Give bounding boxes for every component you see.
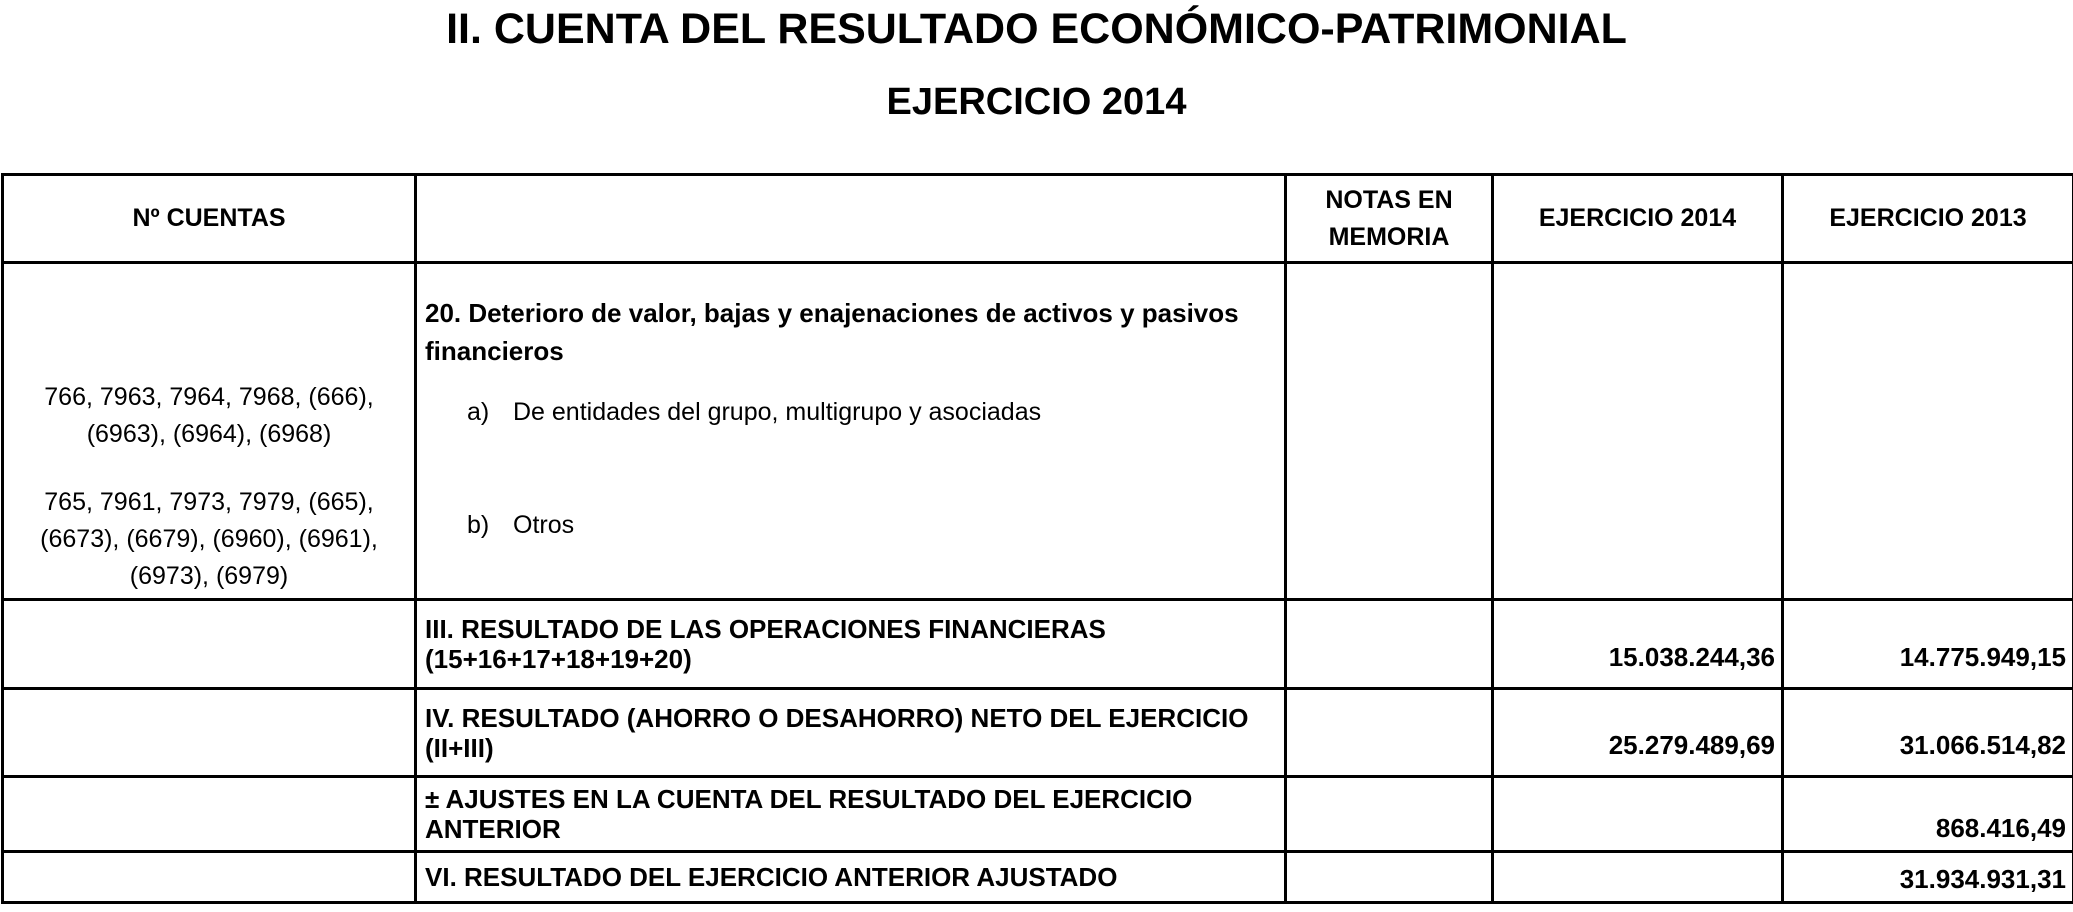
results-table — [1, 173, 2073, 904]
accounts-text: (6963), (6964), (6968) — [86, 420, 332, 448]
table-row — [3, 600, 2073, 689]
column-header-year-2013: EJERCICIO 2013 — [1783, 175, 2073, 263]
notes-cell — [1286, 263, 1493, 600]
amount-2014-cell: 15.038.244,36 — [1493, 600, 1783, 689]
accounts-text: (6673), (6679), (6960), (6961), — [40, 525, 378, 553]
amount-2013-cell: 14.775.949,15 — [1783, 600, 2073, 689]
concept-cell: VI. RESULTADO DEL EJERCICIO ANTERIOR AJUSTADO — [416, 852, 1286, 903]
sub-item-letter: a) — [467, 398, 490, 426]
notes-cell — [1286, 689, 1493, 777]
column-header-concept — [416, 175, 1286, 263]
accounts-cell-section-20 — [3, 263, 416, 600]
column-header-notes-line1: NOTAS EN — [1325, 185, 1453, 214]
accounts-text: (6973), (6979) — [129, 562, 289, 590]
amount-2013-cell — [1783, 263, 2073, 600]
column-header-notes — [1286, 175, 1493, 263]
concept-cell-section-20 — [416, 263, 1286, 600]
amount-2014-cell — [1493, 777, 1783, 852]
accounts-cell — [3, 777, 416, 852]
column-header-accounts: Nº CUENTAS — [3, 175, 416, 263]
notes-cell — [1286, 600, 1493, 689]
amount-2014-cell: 25.279.489,69 — [1493, 689, 1783, 777]
page-subtitle: EJERCICIO 2014 — [886, 81, 1187, 123]
accounts-cell — [3, 600, 416, 689]
concept-cell: ± AJUSTES EN LA CUENTA DEL RESULTADO DEL EJERCICIO ANTERIOR — [416, 777, 1286, 852]
notes-cell — [1286, 777, 1493, 852]
accounts-text: 765, 7961, 7973, 7979, (665), — [44, 488, 374, 516]
sub-item-letter: b) — [467, 511, 490, 539]
table-header-row — [3, 175, 2073, 263]
sub-item-label: Otros — [513, 511, 575, 539]
table-row-section-20 — [3, 263, 2073, 600]
amount-2013-cell: 31.066.514,82 — [1783, 689, 2073, 777]
page-title: II. CUENTA DEL RESULTADO ECONÓMICO-PATRIMONIAL — [446, 5, 1627, 53]
accounts-group-a — [4, 379, 414, 453]
amount-2013-cell: 31.934.931,31 — [1783, 852, 2073, 903]
section-20-title: 20. Deterioro de valor, bajas y enajenaciones de activos y pasivos financieros — [425, 298, 1239, 366]
accounts-text: 766, 7963, 7964, 7968, (666), — [44, 383, 374, 411]
amount-2013-cell: 868.416,49 — [1783, 777, 2073, 852]
accounts-cell — [3, 852, 416, 903]
sub-item-a — [467, 394, 1041, 431]
accounts-group-b — [4, 484, 414, 595]
amount-2014-cell — [1493, 263, 1783, 600]
amount-2014-cell — [1493, 852, 1783, 903]
table-row — [3, 689, 2073, 777]
concept-cell: III. RESULTADO DE LAS OPERACIONES FINANCIERAS (15+16+17+18+19+20) — [416, 600, 1286, 689]
sub-item-b — [467, 507, 574, 544]
column-header-notes-line2: MEMORIA — [1328, 222, 1450, 251]
notes-cell — [1286, 852, 1493, 903]
table-row — [3, 777, 2073, 852]
concept-cell: IV. RESULTADO (AHORRO O DESAHORRO) NETO DEL EJERCICIO (II+III) — [416, 689, 1286, 777]
accounts-cell — [3, 689, 416, 777]
column-header-year-2014: EJERCICIO 2014 — [1493, 175, 1783, 263]
table-row — [3, 852, 2073, 903]
sub-item-label: De entidades del grupo, multigrupo y asociadas — [513, 398, 1042, 426]
